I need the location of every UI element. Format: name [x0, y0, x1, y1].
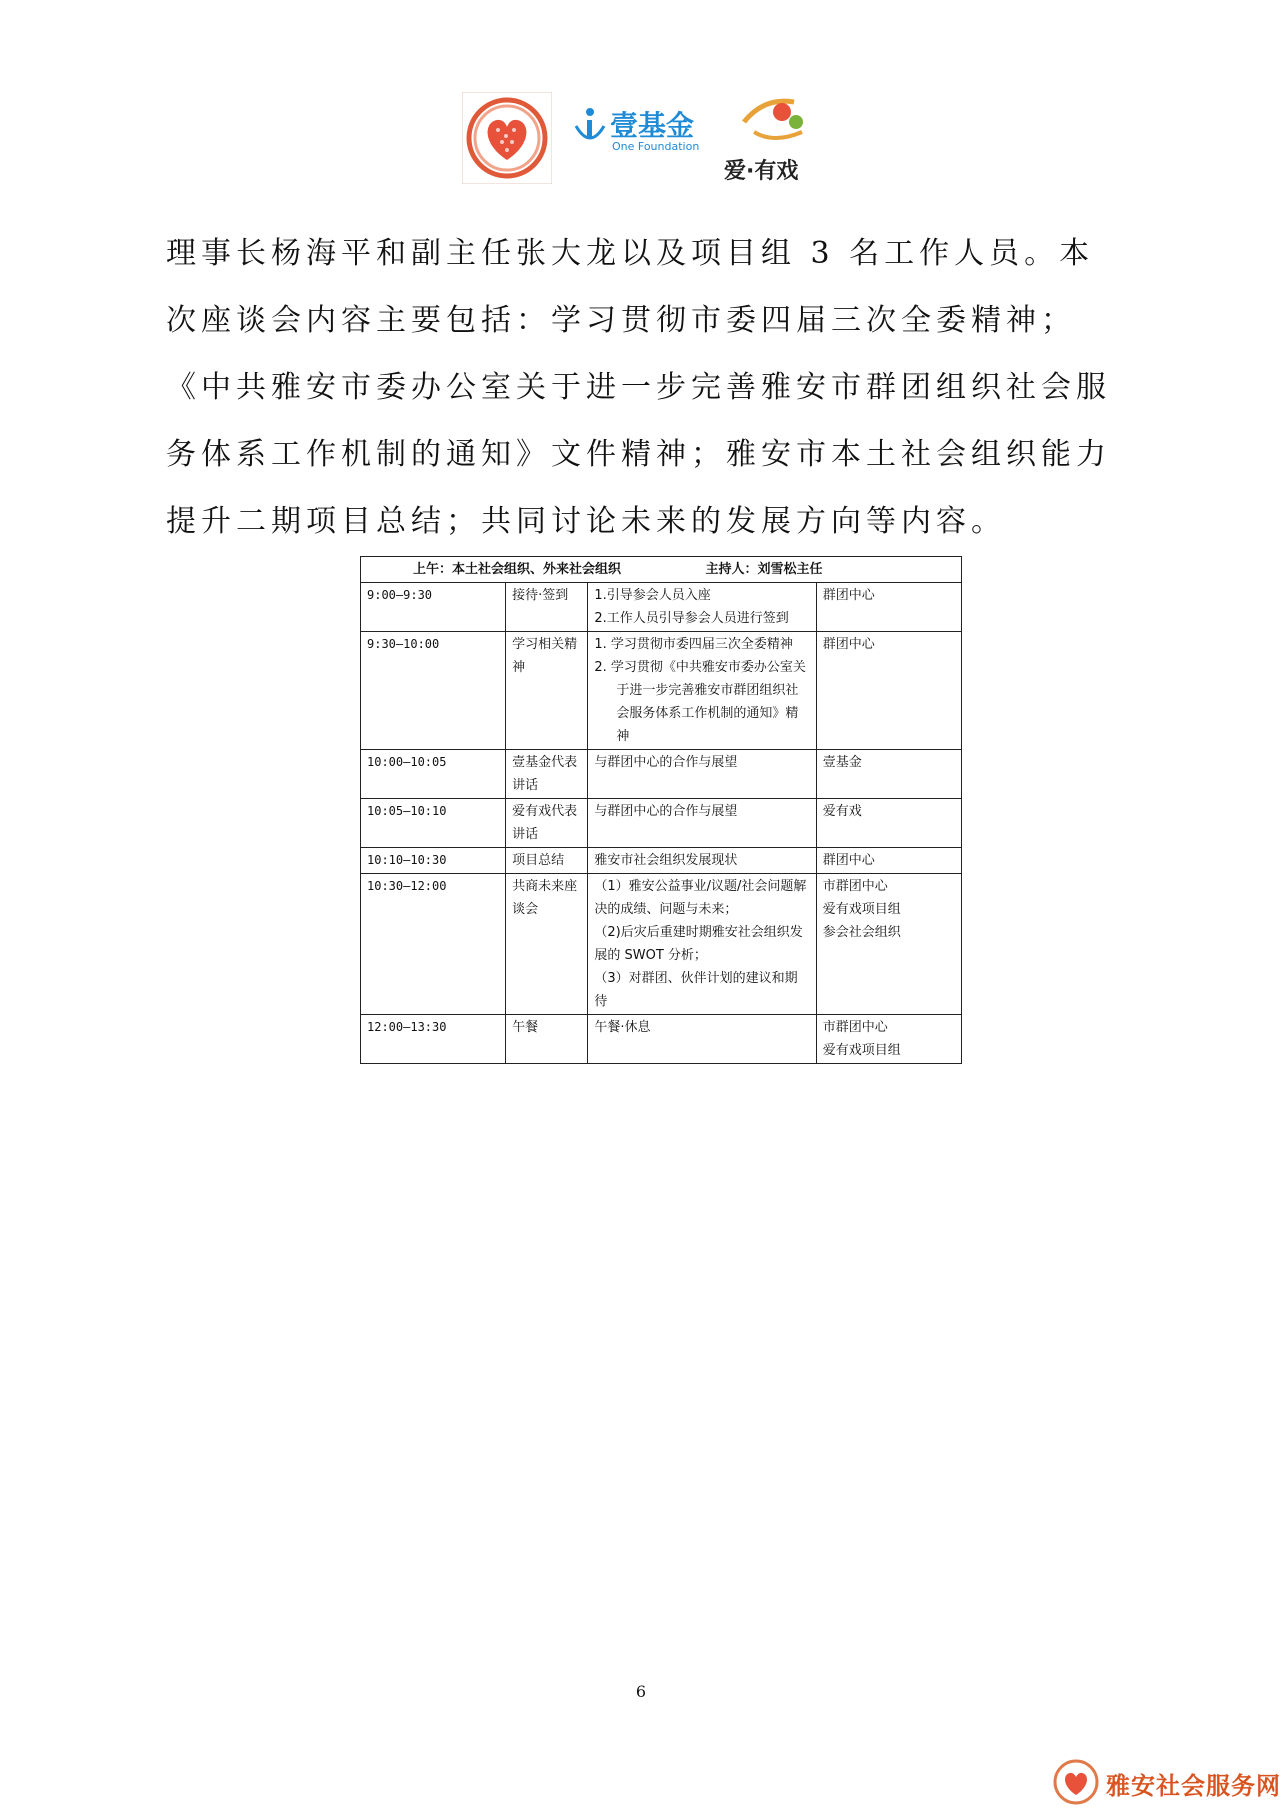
org-cell — [816, 632, 961, 750]
schedule-header-row — [361, 557, 962, 583]
content-line: 午餐·休息 — [594, 1020, 651, 1035]
time-cell: 9:30—10:00 — [361, 632, 506, 750]
content-line: 1. 学习贯彻市委四届三次全委精神 — [594, 637, 793, 652]
org-line: 群团中心 — [822, 588, 875, 603]
table-row — [361, 583, 962, 632]
content-line: 2. 学习贯彻《中共雅安市委办公室关于进一步完善雅安市群团组织社会服务体系工作机制的通知》精神 — [594, 660, 806, 744]
table-row — [361, 750, 962, 799]
content-line: 1.引导参会人员入座 — [594, 588, 711, 603]
content-line: 雅安市社会组织发展现状 — [594, 853, 738, 868]
time-cell: 10:10—10:30 — [361, 848, 506, 874]
content-cell — [588, 848, 816, 874]
item-cell: 接待·签到 — [506, 583, 588, 632]
org-line: 爱有戏 — [822, 804, 862, 819]
schedule-table — [360, 556, 962, 1064]
content-line: 与群团中心的合作与展望 — [594, 804, 738, 819]
site-watermark[interactable] — [1052, 1758, 1280, 1808]
item-cell: 共商未来座谈会 — [506, 874, 588, 1015]
watermark-text: 雅安社会服务网 — [1106, 1772, 1281, 1800]
table-row — [361, 799, 962, 848]
content-cell — [588, 583, 816, 632]
time-cell: 10:30—12:00 — [361, 874, 506, 1015]
table-row — [361, 848, 962, 874]
schedule-header-right: 主持人：刘雪松主任 — [705, 562, 823, 577]
one-foundation-icon — [572, 106, 608, 150]
aiyouxi-logo — [724, 92, 820, 184]
content-line: 与群团中心的合作与展望 — [594, 755, 738, 770]
one-foundation-cn: 壹基金 — [610, 109, 695, 142]
schedule-header-left: 上午：本土社会组织、外来社会组织 — [413, 562, 622, 577]
org-line: 群团中心 — [822, 853, 875, 868]
heart-mosaic-icon — [462, 92, 552, 184]
org-line: 爱有戏项目组 — [822, 902, 901, 917]
org-line: 参会社会组织 — [822, 925, 901, 940]
content-cell — [588, 1015, 816, 1064]
time-cell: 9:00—9:30 — [361, 583, 506, 632]
item-cell: 壹基金代表讲话 — [506, 750, 588, 799]
org-line: 市群团中心 — [822, 879, 888, 894]
org-line: 爱有戏项目组 — [822, 1043, 901, 1058]
org-line: 群团中心 — [822, 637, 875, 652]
content-cell — [588, 632, 816, 750]
org-cell — [816, 874, 961, 1015]
body-text — [166, 220, 1116, 555]
content-cell — [588, 874, 816, 1015]
item-cell: 项目总结 — [506, 848, 588, 874]
body-paragraph: 理事长杨海平和副主任张大龙以及项目组 3 名工作人员。本次座谈会内容主要包括：学习贯彻市委四届三次全委精神；《中共雅安市委办公室关于进一步完善雅安市群团组织社会服务体系工作机制的通知》文件精神；雅安市本土社会组织能力提升二期项目总结；共同讨论未来的发展方向等内容。 — [166, 236, 1111, 539]
time-cell: 10:05—10:10 — [361, 799, 506, 848]
org-cell — [816, 799, 961, 848]
schedule-header — [361, 557, 962, 583]
heart-mosaic-icon — [1052, 1758, 1100, 1806]
page-number: 6 — [635, 1682, 647, 1701]
org-cell — [816, 1015, 961, 1064]
time-cell: 12:00—13:30 — [361, 1015, 506, 1064]
table-row — [361, 632, 962, 750]
one-foundation-logo — [572, 104, 702, 164]
aiyouxi-brand: 爱·有戏 — [724, 159, 799, 184]
content-line: （3）对群团、伙伴计划的建议和期待 — [594, 971, 798, 1009]
item-cell: 爱有戏代表讲话 — [506, 799, 588, 848]
content-line: （2)后灾后重建时期雅安社会组织发展的 SWOT 分析； — [594, 925, 803, 963]
time-cell: 10:00—10:05 — [361, 750, 506, 799]
aiyouxi-icon — [724, 92, 820, 152]
table-row — [361, 874, 962, 1015]
one-foundation-en: One Foundation — [612, 140, 700, 153]
content-line: （1）雅安公益事业/议题/社会问题解决的成绩、问题与未来； — [594, 879, 807, 917]
org-cell — [816, 750, 961, 799]
org-line: 市群团中心 — [822, 1020, 888, 1035]
org-cell — [816, 848, 961, 874]
item-cell: 午餐 — [506, 1015, 588, 1064]
item-cell: 学习相关精神 — [506, 632, 588, 750]
org-line: 壹基金 — [822, 755, 862, 770]
header-logos — [462, 92, 822, 184]
content-line: 2.工作人员引导参会人员进行签到 — [594, 611, 789, 626]
content-cell — [588, 799, 816, 848]
table-row — [361, 1015, 962, 1064]
org-cell — [816, 583, 961, 632]
content-cell — [588, 750, 816, 799]
